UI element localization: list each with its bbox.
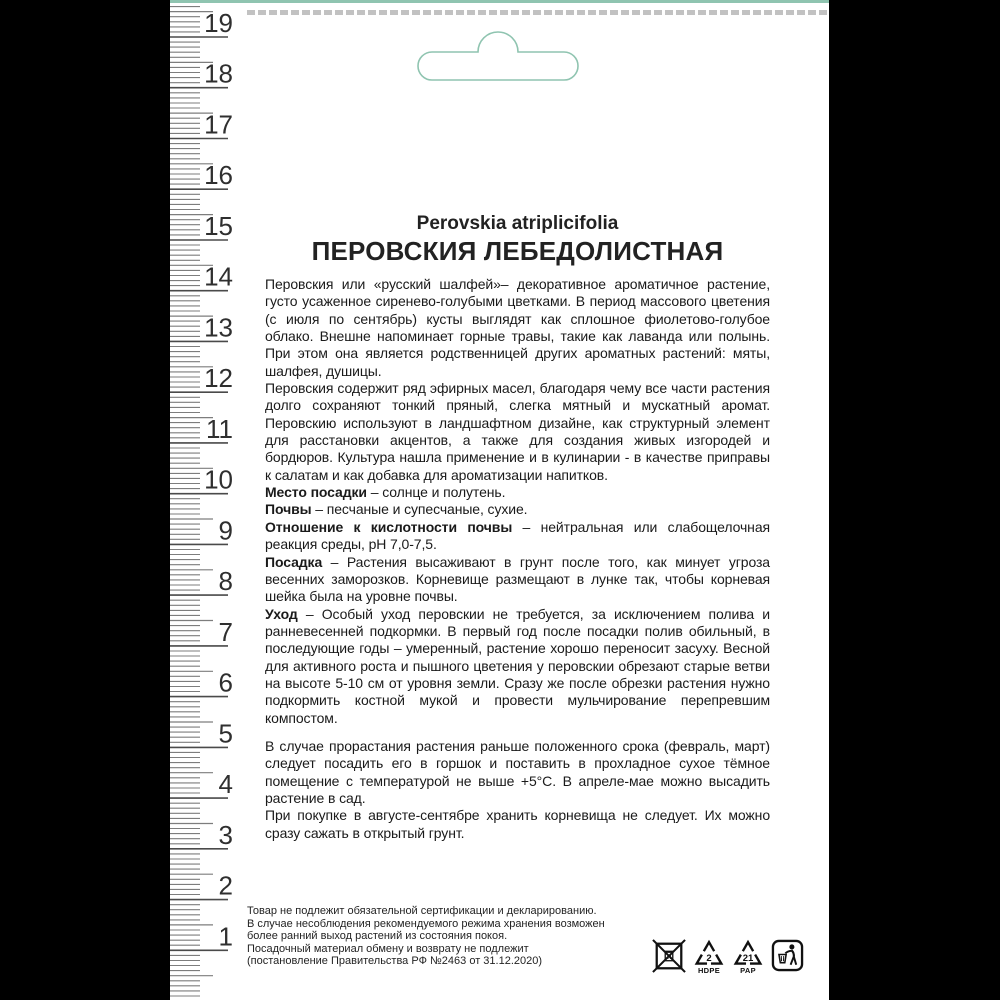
legal-line: Посадочный материал обмену и возврату не подлежит — [247, 942, 529, 955]
legal-line: Товар не подлежит обязательной сертификации и декларированию. — [247, 905, 597, 917]
recycle-material-label: HDPE — [697, 966, 721, 975]
ruler-number: 13 — [204, 312, 233, 343]
packaging-icons — [652, 939, 804, 975]
section-text: – Особый уход перовскии не требуется, за исключением полива и ранневесенней подкормки. В первый год после посадки полив обильный, в последующие годы – умеренный, растение хорошо переносит засуху. Весной для активного роста и пышного цветения у перовскии обрезают старые ветви на высоте 5-10 см от уровня земли. Сразу же после обрезки растения нужно подкормить костной мукой и провести мульчирование перепревшим компостом. — [265, 605, 770, 726]
legal-line: более ранний выход растений из состояния покоя. — [247, 930, 508, 943]
plant-russian-name: ПЕРОВСКИЯ ЛЕБЕДОЛИСТНАЯ — [311, 236, 724, 266]
ruler-number: 9 — [218, 515, 233, 546]
uses-paragraph: Перовския содержит ряд эфирных масел, благодаря чему все части растения долго сохраняют тонкий пряный, слегка мятный и мускатный аромат. Перовскию используют в ландшафтном дизайне, как структурный элемент для расстановки акцентов, а также для создания живых изгородей и бордюров. Культура нашла применение и в кулинарии - в качестве приправы к салатам и как добавка для ароматизации напитков. — [265, 380, 770, 483]
legal-fine-print — [247, 905, 667, 968]
ruler-number: 1 — [218, 921, 233, 952]
section-label: Уход — [265, 605, 298, 622]
ruler-number: 3 — [218, 819, 233, 850]
ruler-number: 7 — [218, 616, 233, 647]
section-soil-acidity — [265, 519, 770, 554]
ruler-number: 10 — [204, 464, 233, 495]
ruler-number: 4 — [218, 769, 233, 800]
ruler-number: 16 — [204, 160, 233, 191]
section-label: Отношение к кислотности почвы — [265, 518, 513, 535]
ruler-number: 15 — [204, 211, 233, 241]
ruler-number: 2 — [218, 870, 233, 901]
ruler-number: 8 — [218, 566, 233, 597]
recycle-code: 2 — [706, 952, 712, 964]
ruler-number: 17 — [204, 109, 233, 140]
packet-back-panel — [170, 0, 829, 1000]
section-text: – солнце и полутень. — [366, 484, 506, 501]
section-text: – Растения высаживают в грунт после того, как минует угроза весенних заморозков. Корневище размещают в лунке так, чтобы корневая шейка была на уровне почвы. — [265, 553, 770, 605]
ruler-number: 12 — [204, 363, 233, 394]
autumn-purchase-paragraph: При покупке в августе-сентябре хранить корневища не следует. Их можно сразу сажать в открытый грунт. — [265, 807, 770, 841]
early-sprouting-paragraph: В случае прорастания растения раньше положенного срока (февраль, март) следует посадить его в горшок и поставить в прохладное сухое тёмное помещение с температурой не выше +5°С. В апреле-мае можно высадить растение в сад. — [265, 737, 770, 806]
legal-line: В случае несоблюдения рекомендуемого режима хранения возможен — [247, 917, 605, 930]
ruler-number: 5 — [218, 718, 233, 749]
recycle-hdpe-icon — [693, 939, 725, 975]
section-planting-place — [265, 484, 770, 501]
description-column — [265, 212, 770, 842]
section-care — [265, 606, 770, 727]
section-planting — [265, 554, 770, 606]
section-soils — [265, 501, 770, 518]
ruler-number: 11 — [206, 413, 233, 444]
crossed-out-bin-icon — [652, 939, 686, 973]
recycle-pap-icon — [732, 939, 764, 975]
section-text: – нейтральная или слабощелочная реакция среды, pH 7,0-7,5. — [265, 518, 770, 553]
ruler-number: 14 — [204, 261, 233, 292]
recycle-material-label: PAP — [740, 966, 756, 975]
section-text: – песчаные и супесчаные, сухие. — [311, 501, 528, 518]
ruler-number: 19 — [204, 8, 233, 38]
section-label: Место посадки — [265, 484, 367, 501]
intro-paragraph: Перовския или «русский шалфей»– декоративное ароматичное растение, густо усаженное сиренево-голубыми цветками. В период массового цветения (с июля по сентябрь) кусты выглядят как сплошное фиолетово-голубое облако. Внешне напоминает горные травы, такие как лаванда или полынь. При этом она является родственницей других ароматных растений: мяты, шалфея, душицы. — [265, 276, 770, 379]
hang-hole — [410, 28, 590, 88]
recycle-code: 21 — [742, 952, 754, 964]
ruler-number: 6 — [218, 667, 233, 698]
ruler-number: 18 — [204, 58, 233, 89]
tidyman-icon — [771, 939, 804, 972]
legal-line: (постановление Правительства РФ №2463 от 31.12.2020) — [247, 955, 543, 968]
plant-latin-name: Perovskia atriplicifolia — [416, 213, 619, 234]
section-label: Почвы — [265, 501, 312, 518]
section-label: Посадка — [265, 553, 323, 570]
